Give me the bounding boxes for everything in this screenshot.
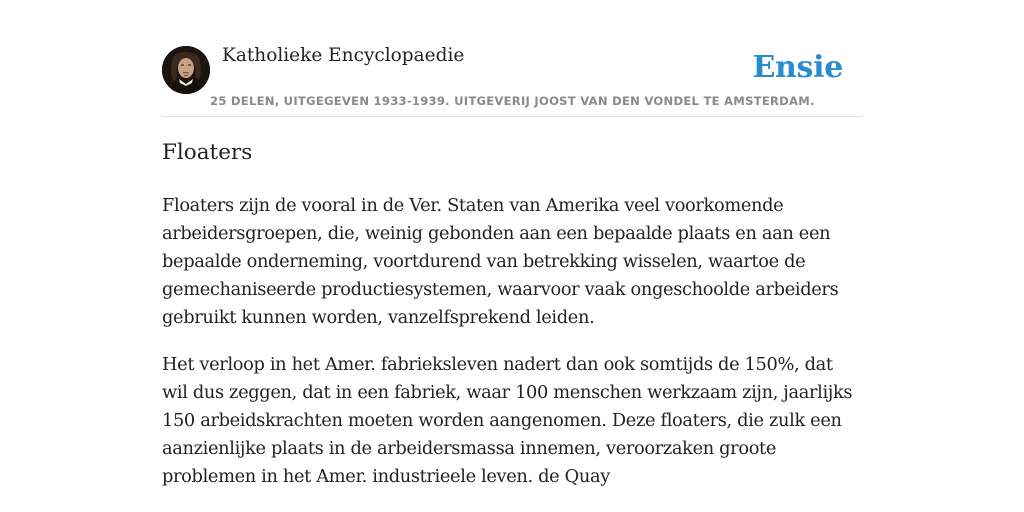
article-paragraph: Floaters zijn de vooral in de Ver. Staten van Amerika veel voorkomende arbeidersgroepen, die, weinig gebonden aan een bepaalde plaats en aan een bepaalde onderneming, voortdurend van betrekking wisselen, waartoe de gemechaniseerde productiesystemen, waarvoor vaak ongeschoolde arbeiders gebruikt kunnen worden, vanzelfsprekend leiden. (162, 195, 839, 328)
avatar[interactable] (162, 46, 210, 94)
page-container (162, 0, 862, 487)
article-paragraph: Het verloop in het Amer. fabrieksleven nadert dan ook somtijds de 150%, dat wil dus zeggen, dat in een fabriek, waar 100 menschen werkzaam zijn, jaarlijks 150 arbeidskrachten moeten worden aangenomen. Deze floaters, die zulk een aanzienlijke plaats in de arbeidersmassa innemen, veroorzaken groote problemen in het Amer. industrieele leven. de Quay (162, 354, 853, 487)
brand-logo[interactable]: Ensie (752, 50, 843, 85)
article-body (162, 192, 862, 510)
site-subtitle: 25 DELEN, UITGEGEVEN 1933-1939. UITGEVERIJ JOOST VAN DEN VONDEL TE AMSTERDAM. (210, 94, 815, 108)
site-title[interactable]: Katholieke Encyclopaedie (222, 45, 465, 66)
portrait-icon (162, 46, 210, 94)
page-title: Floaters (162, 140, 253, 165)
site-header (162, 0, 862, 117)
